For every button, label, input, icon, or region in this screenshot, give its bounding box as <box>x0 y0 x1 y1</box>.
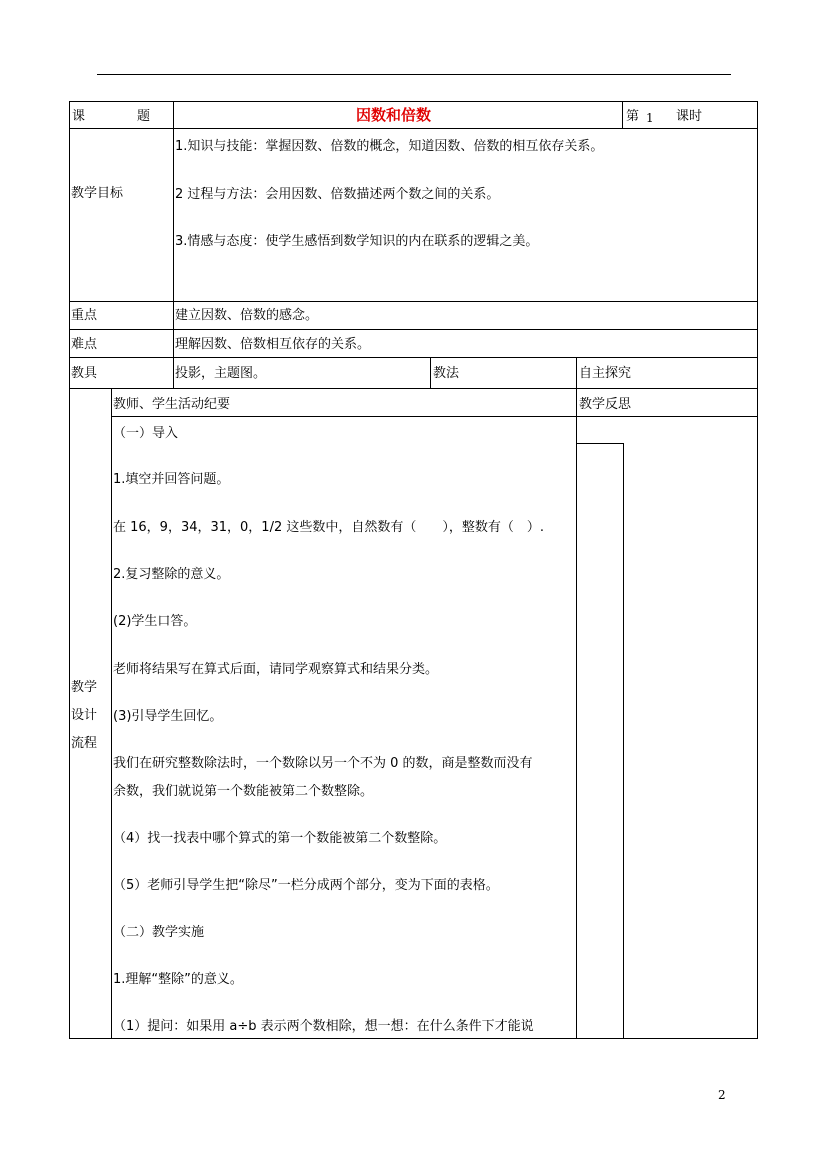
process-line: （1）提问：如果用 a÷b 表示两个数相除，想一想：在什么条件下才能说 <box>113 1019 534 1034</box>
process-line: 老师将结果写在算式后面，请同学观察算式和结果分类。 <box>113 662 439 677</box>
process-label-line: 教学 <box>71 680 98 695</box>
method-label: 教法 <box>433 366 460 381</box>
method-value: 自主探究 <box>579 366 632 381</box>
process-line: 1.填空并回答问题。 <box>113 472 230 487</box>
process-line: (2)学生口答。 <box>113 614 197 629</box>
process-line: 余数，我们就说第一个数能被第二个数整除。 <box>113 784 374 799</box>
period-prefix: 第 <box>626 109 640 124</box>
period-suffix: 课时 <box>676 109 703 124</box>
lesson-title: 因数和倍数 <box>356 106 432 124</box>
reflection-header: 教学反思 <box>579 397 632 412</box>
tools-value: 投影，主题图。 <box>175 366 267 381</box>
header-rule <box>97 74 731 75</box>
process-line: （4）找一找表中哪个算式的第一个数能被第二个数整除。 <box>113 831 447 846</box>
goal-item: 3.情感与态度：使学生感悟到数学知识的内在联系的逻辑之美。 <box>175 234 539 249</box>
process-line: 在 16，9，34，31，0，1/2 这些数中，自然数有（ ），整数有（ ）. <box>113 520 544 535</box>
key-point-value: 建立因数、倍数的感念。 <box>175 308 319 323</box>
goal-item: 1.知识与技能：掌握因数、倍数的概念，知道因数、倍数的相互依存关系。 <box>175 139 604 154</box>
process-line: （一）导入 <box>113 426 179 441</box>
process-line: 我们在研究整数除法时，一个数除以另一个不为 0 的数，商是整数而没有 <box>113 756 533 771</box>
period-number: 1 <box>646 111 654 125</box>
key-point-label: 重点 <box>71 308 98 323</box>
difficulty-value: 理解因数、倍数相互依存的关系。 <box>175 337 371 352</box>
activity-header: 教师、学生活动纪要 <box>113 397 231 412</box>
goals-label-cell <box>69 128 174 302</box>
process-line: 2.复习整除的意义。 <box>113 567 230 582</box>
reflection-inner-box <box>576 443 624 1039</box>
goals-label: 教学目标 <box>71 186 124 201</box>
process-line: （二）教学实施 <box>113 925 205 940</box>
process-label-line: 设计 <box>71 708 98 723</box>
activity-content-cell <box>111 416 577 1039</box>
goal-item: 2 过程与方法：会用因数、倍数描述两个数之间的关系。 <box>175 187 500 202</box>
process-line: (3)引导学生回忆。 <box>113 709 223 724</box>
process-line: （5）老师引导学生把“除尽”一栏分成两个部分，变为下面的表格。 <box>113 878 499 893</box>
process-line: 1.理解“整除”的意义。 <box>113 972 243 987</box>
tools-label: 教具 <box>71 366 98 381</box>
difficulty-label: 难点 <box>71 337 98 352</box>
subject-label: 课 题 <box>72 109 151 124</box>
page-number: 2 <box>718 1088 726 1102</box>
process-label-line: 流程 <box>71 736 98 751</box>
